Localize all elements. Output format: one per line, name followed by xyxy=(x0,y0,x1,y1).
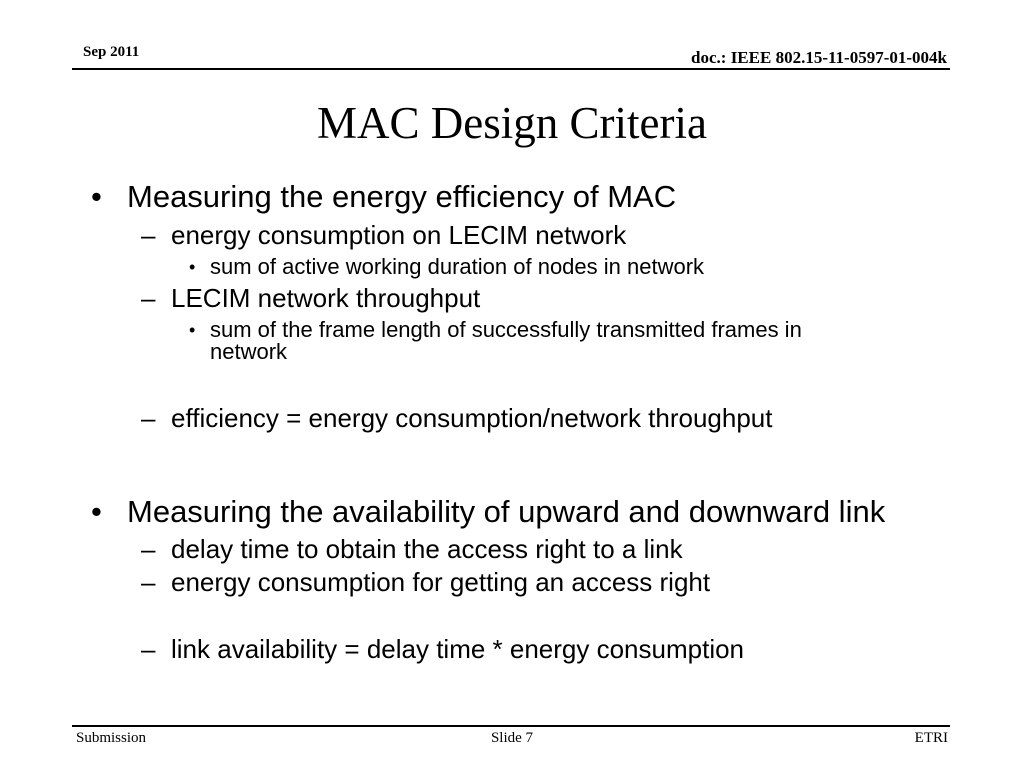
bullet-text: network xyxy=(210,339,288,364)
bullet-marker: • xyxy=(91,494,102,529)
dash-marker: – xyxy=(141,220,156,250)
bullet-marker: • xyxy=(189,320,196,340)
bullet-marker: • xyxy=(91,179,102,214)
footer-organization: ETRI xyxy=(914,730,948,746)
bullet-text: delay time to obtain the access right to a link xyxy=(171,534,683,564)
bullet-level3-continuation xyxy=(210,341,287,363)
bullet-level1 xyxy=(91,494,886,529)
header-divider xyxy=(72,68,950,70)
bullet-level3 xyxy=(189,317,802,342)
bullet-text: Measuring the energy efficiency of MAC xyxy=(127,179,677,214)
bullet-level1 xyxy=(91,179,677,214)
bullet-marker: • xyxy=(189,257,196,277)
bullet-level2 xyxy=(141,634,745,664)
footer-divider xyxy=(72,725,950,727)
bullet-level2 xyxy=(141,283,481,313)
footer-slide-number: Slide 7 xyxy=(490,730,534,746)
bullet-text: efficiency = energy consumption/network throughput xyxy=(171,403,773,433)
bullet-level2 xyxy=(141,567,711,597)
bullet-text: link availability = delay time * energy consumption xyxy=(171,634,745,664)
bullet-text: Measuring the availability of upward and downward link xyxy=(127,494,886,529)
bullet-text: energy consumption for getting an access right xyxy=(171,567,711,597)
dash-marker: – xyxy=(141,403,156,433)
dash-marker: – xyxy=(141,283,156,313)
bullet-level2 xyxy=(141,220,627,250)
bullet-text: LECIM network throughput xyxy=(171,283,481,313)
dash-marker: – xyxy=(141,567,156,597)
dash-marker: – xyxy=(141,534,156,564)
slide-title: MAC Design Criteria xyxy=(317,98,707,148)
header-date: Sep 2011 xyxy=(83,44,140,60)
bullet-level2 xyxy=(141,534,683,564)
bullet-text: sum of active working duration of nodes in network xyxy=(210,254,705,279)
bullet-level3 xyxy=(189,254,705,279)
bullet-text: energy consumption on LECIM network xyxy=(171,220,627,250)
dash-marker: – xyxy=(141,634,156,664)
header-doc-id: doc.: IEEE 802.15-11-0597-01-004k xyxy=(691,48,947,67)
bullet-text: sum of the frame length of successfully transmitted frames in xyxy=(210,317,802,342)
bullet-level2 xyxy=(141,403,773,433)
footer-submission: Submission xyxy=(76,730,147,746)
